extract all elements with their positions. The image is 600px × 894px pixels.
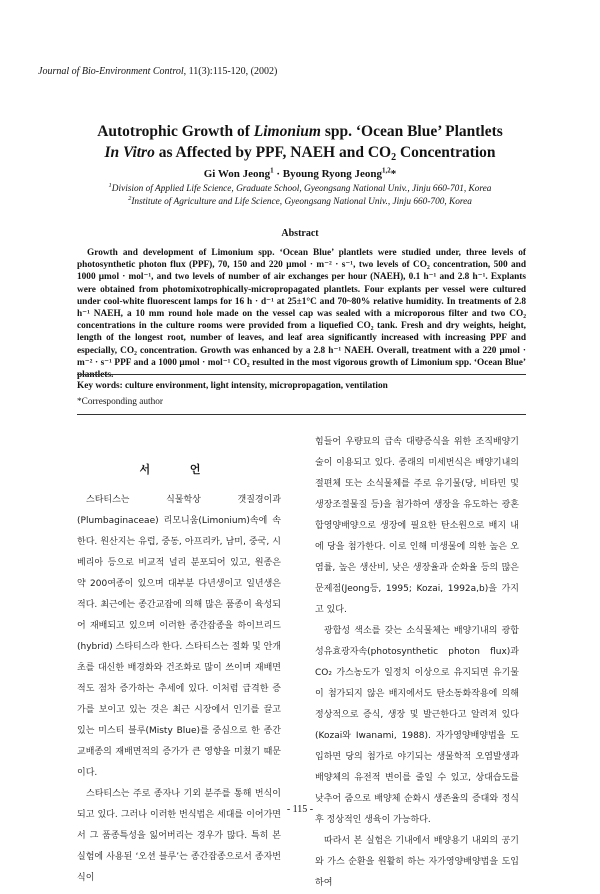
abstract-heading: Abstract [281,228,319,239]
keywords: Key words: culture environment, light intensity, micropropagation, ventilation [77,381,388,391]
title-text: spp. ‘Ocean Blue’ Plantlets [320,123,503,140]
journal-header [38,66,277,77]
divider-rule [77,414,526,415]
body-paragraph: 광합성 색소를 갖는 소식물체는 배양기내의 광합성유효광자속(photosynthetic photon flux)과 CO₂ 가스농도가 일정치 이상으로 유지되면 유기물이 첨가되지 않은 배지에서도 탄소동화작용에 의해 정상적으로 증식, 생장 및 발근한다고 알려져 있다(Kozai와 Iwanami, 1988). 자가영양배양법을 도입하면 당의 첨가로 야기되는 생물학적 오염발생과 배양체의 유전적 변이를 줄일 수 있고, 상대습도를 낮추어 줌으로 배양체 순화시 생존율의 증대와 정식후 정상적인 생육이 가능하다. [315,626,519,825]
affiliation-mark: 1 [108,181,112,189]
body-paragraph: 힘들어 우량묘의 급속 대량증식을 위한 조직배양기술이 이용되고 있다. 종래의 미세번식은 배양기내의 절편체 또는 소식물체를 주로 유기물(당, 비타민 및 생장조절물질 등)을 첨가하여 생장을 유도하는 광혼합영양배양으로 생장에 필요한 탄소원으로 배지 내에 당을 첨가한다. 이로 인해 미생물에 의한 높은 오염률, 높은 생산비, 낮은 생장율과 순화율 등의 많은 문제점(Jeong등, 1995; Kozai, 1992a,b)을 가지고 있다. [315,437,519,615]
body-paragraph: 스타티스는 식물학상 갯질경이과(Plumbaginaceae) 리모니움(Limonium)속에 속한다. 원산지는 유럽, 중동, 아프리카, 남미, 중국, 시베리아 등으로 비교적 널리 분포되어 있고, 원종은 약 200여종이 있으며 대부분 다년생이고 일년생은 적다. 최근에는 종간교잡에 의해 많은 품종이 육성되어 재배되고 있으며 이러한 종간잡종을 하이브리드(hybrid) 스타티스라 한다. 스타티스는 절화 및 안개초를 대신한 배경화와 건조화로 많이 쓰이며 재배면적도 점차 증가하는 추세에 있다. 이처럼 급격한 증가를 보이고 있는 것은 최근 시장에서 인기를 끌고 있는 미스티 블루(Misty Blue)를 중심으로 한 종간 교배종의 재배면적의 증가가 큰 영향을 미쳤기 때문이다. [77,495,281,778]
abstract-text: Growth and development of Limonium spp. ‘Ocean Blue’ plantlets were studied under, three levels of photosynthetic photon flux (PPF), 70, 150 and 220 μmol · m⁻² · s⁻¹, two levels of CO₂ concentration, 500 and 1000 μmol · mol⁻¹, and two levels of number of air exchanges per hour (NAEH), 0.1 h⁻¹ and 2.8 h⁻¹. Explants were obtained from photomixotrophically-micropropagated plantlets. Four explants per vessel were cultured under cool-white fluorescent lamps for 16 h · d⁻¹ at 25±1°C and 70~80% relative humidity. In treatments of 2.8 h⁻¹ NAEH, a 10 mm round hole made on the vessel cap was sealed with a microporous filter and two CO₂ concentrations in the culture rooms were provided from a liquefied CO₂ tank. Fresh and dry weights, height, length of the longest root, number of leaves, and leaf area significantly increased with increasing PPF and especially, CO₂ concentration. Growth was enhanced by a 2.8 h⁻¹ NAEH. Overall, treatment with a 220 μmol · m⁻² · s⁻¹ PPF and a 1000 μmol · mol⁻¹ CO₂ resulted in the most vigorous growth of Limonium spp. ‘Ocean Blue’ plantlets. [77,248,526,381]
affiliation-line [40,183,560,196]
divider-rule [77,374,526,375]
page-number: - 115 - [286,804,314,815]
title-subscript: 2 [391,152,397,163]
title-text: Concentration [396,144,496,161]
title-text: Autotrophic Growth of [97,123,254,140]
affiliation-mark: 1 [270,166,274,175]
corresponding-mark: * [390,168,397,180]
body-column-left [77,490,281,889]
affiliation-text: Institute of Agriculture and Life Science, Gyeongsang National Univ., Jinju 660-700, Korea [131,197,472,207]
affiliation-mark: 2 [128,194,132,202]
corresponding-author-note: *Corresponding author [77,397,163,407]
title-text: as Affected by PPF, NAEH and CO [154,144,392,161]
author-separator: · [273,168,283,180]
affiliation-mark: 1,2 [382,166,391,175]
body-paragraph: 스타티스는 주로 종자나 기외 분주를 통해 번식이 되고 있다. 그러나 이러한 번식법은 세대를 이어가면서 그 품종특성을 잃어버리는 경우가 많다. 특히 본 실험에 사용된 ‘오션 블루’는 종간잡종으로서 종자번식이 [77,789,281,883]
author-name: Byoung Ryong Jeong [282,168,383,180]
affiliations [40,183,560,209]
body-column-right [315,432,519,894]
journal-issue: , 11(3):115-120, (2002) [183,66,278,77]
author-list [40,168,560,180]
author-name: Gi Won Jeong [203,168,271,180]
paper-title [40,121,560,163]
affiliation-line [40,196,560,209]
section-heading: 서 언 [139,463,219,476]
title-in-vitro: In Vitro [104,144,155,161]
title-genus: Limonium [253,123,321,140]
body-paragraph: 따라서 본 실험은 기내에서 배양용기 내외의 공기와 가스 순환을 원활히 하는 자가영양배양법을 도입하여 [315,836,519,888]
journal-name: Journal of Bio-Environment Control [38,66,184,77]
abstract-body [77,247,526,381]
affiliation-text: Division of Applied Life Science, Graduate School, Gyeongsang National Univ., Jinju 660-701, Korea [111,184,492,194]
